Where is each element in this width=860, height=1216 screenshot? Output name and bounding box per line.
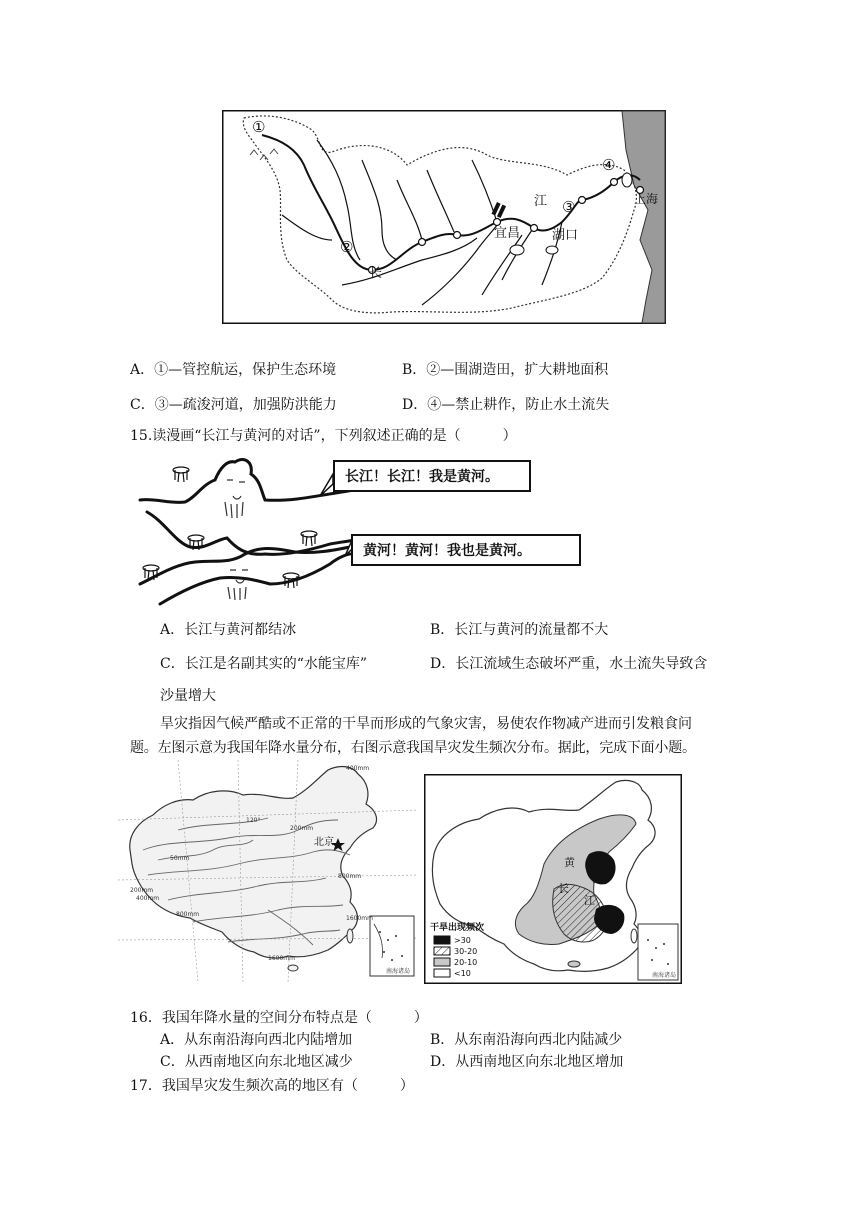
- q14-option-a: A．①—管控航运，保护生态环境: [130, 362, 337, 378]
- q15-option-c: C．长江是名副其实的“水能宝库”: [160, 656, 368, 672]
- yangtze-map: [222, 110, 666, 324]
- precip-label-longitude: 120°: [246, 817, 261, 824]
- precip-label-800-e: 800mm: [338, 873, 362, 880]
- precip-label-200-w: 200mm: [130, 887, 154, 894]
- cartoon: [135, 452, 595, 610]
- city-label-yichang: 宜昌: [494, 226, 521, 241]
- legend-label-30-20: 30-20: [454, 947, 478, 956]
- speech-bubble-top: 长江！长江！我是黄河。: [333, 460, 531, 492]
- legend-swatch-lt10: [434, 969, 450, 977]
- precip-label-400-ne: 400mm: [346, 765, 370, 772]
- q15-option-a: A．长江与黄河都结冰: [160, 622, 297, 638]
- legend-label-lt10: <10: [454, 969, 471, 978]
- river-label-chang-2: 长: [558, 882, 569, 895]
- q15-option-b: B．长江与黄河的流量都不大: [430, 622, 609, 638]
- precip-label-200-n: 200mm: [290, 825, 314, 832]
- legend-swatch-30-20: [434, 947, 450, 955]
- river-label-huang: 黄: [564, 856, 575, 869]
- q15-option-d: D．长江流域生态破坏严重，水土流失导致含: [430, 656, 708, 672]
- legend-label-20-10: 20-10: [454, 958, 478, 967]
- marker-1: ①: [252, 118, 266, 136]
- river-label-he: 河: [592, 872, 603, 885]
- river-label-jiang-2: 江: [584, 894, 595, 907]
- q15-option-d-cont: 沙量增大: [160, 688, 216, 704]
- city-label-shanghai: 上海: [634, 192, 659, 206]
- intro-line-2: 题。左图示意为我国年降水量分布，右图示意我国旱灾发生频次分布。据此，完成下面小题。: [130, 740, 696, 756]
- q15-stem: 15.读漫画“长江与黄河的对话”，下列叙述正确的是（ ）: [130, 428, 517, 444]
- legend-label-gt30: >30: [454, 936, 471, 945]
- precip-label-beijing: 北京: [314, 837, 334, 848]
- precip-inset-label: 南海诸岛: [386, 968, 411, 975]
- drought-map: [424, 774, 682, 984]
- q14-option-b: B．②—围湖造田，扩大耕地面积: [402, 362, 609, 378]
- drought-inset-label: 南海诸岛: [652, 972, 677, 979]
- intro-line-1: 旱灾指因气候严酷或不正常的干旱而形成的气象灾害，易使农作物减产进而引发粮食问: [160, 716, 692, 732]
- q16-option-b: B．从东南沿海向西北内陆减少: [430, 1032, 623, 1048]
- precip-label-400-w: 400mm: [136, 895, 160, 902]
- city-label-hukou: 湖口: [552, 228, 579, 243]
- q16-option-a: A．从东南沿海向西北内陆增加: [160, 1032, 353, 1048]
- q16-stem: 16．我国年降水量的空间分布特点是（ ）: [130, 1010, 428, 1026]
- q16-option-c: C．从西南地区向东北地区减少: [160, 1054, 353, 1070]
- precip-label-800-s: 800mm: [176, 911, 200, 918]
- q14-option-d: D．④—禁止耕作，防止水土流失: [402, 397, 610, 413]
- marker-2: ②: [340, 238, 354, 256]
- legend-swatch-20-10: [434, 958, 450, 966]
- q14-option-c: C．③—疏浚河道，加强防洪能力: [130, 397, 337, 413]
- precip-label-50: 50mm: [170, 855, 190, 862]
- marker-3: ③: [562, 198, 576, 216]
- q17-stem: 17．我国旱灾发生频次高的地区有（ ）: [130, 1078, 414, 1094]
- marker-4: ④: [602, 156, 616, 174]
- q16-option-d: D．从西南地区向东北地区增加: [430, 1054, 624, 1070]
- precipitation-map: [118, 760, 418, 982]
- river-label-chang: 长: [369, 266, 383, 281]
- precip-label-1600-s: 1600mm: [268, 955, 295, 962]
- precip-label-1600-e: 1600mm: [346, 915, 373, 922]
- china-outline: [130, 767, 377, 959]
- river-label-jiang: 江: [534, 194, 548, 209]
- speech-bubble-bottom: 黄河！黄河！我也是黄河。: [351, 534, 581, 566]
- legend-swatch-gt30: [434, 936, 450, 944]
- legend-title: 干旱出现频次: [430, 923, 485, 933]
